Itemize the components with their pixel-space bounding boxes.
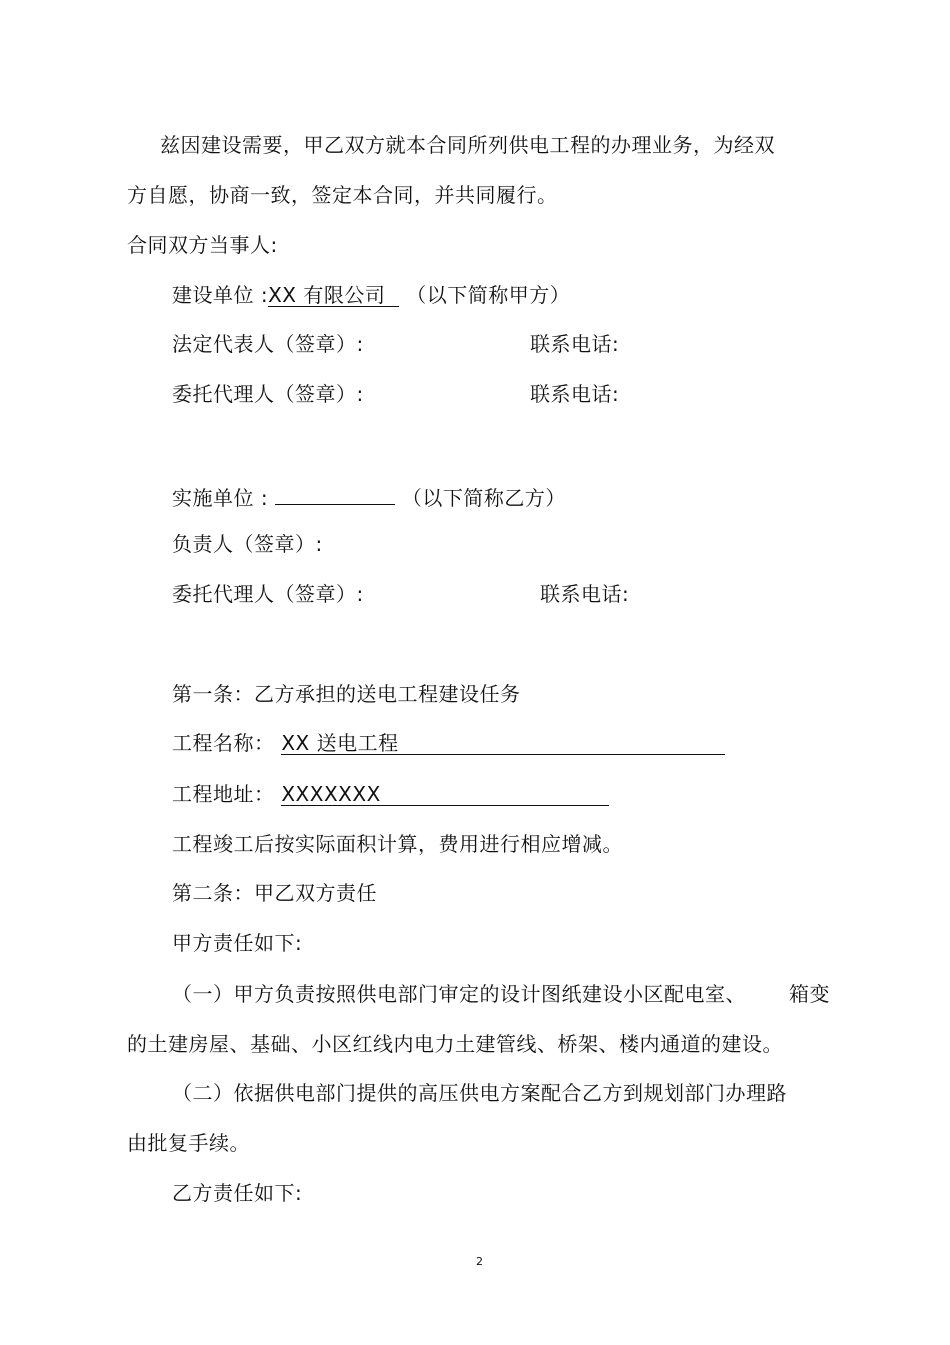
party-b-responsible-label: 负责人（签章）: bbox=[172, 532, 323, 556]
project-address-value: XXXXXXX bbox=[281, 783, 609, 806]
party-a-unit-row bbox=[172, 283, 570, 307]
project-name-value: XX 送电工程 bbox=[281, 732, 725, 755]
article-1-heading: 第一条：乙方承担的送电工程建设任务 bbox=[172, 682, 521, 706]
duty-item-1-line-1: （一）甲方负责按照供电部门审定的设计图纸建设小区配电室、 bbox=[172, 982, 746, 1006]
party-b-unit-row bbox=[172, 482, 566, 510]
duty-item-1-line-2: 的土建房屋、基础、小区红线内电力土建管线、桥架、楼内通道的建设。 bbox=[127, 1032, 783, 1056]
party-b-unit-label: 实施单位 : bbox=[172, 486, 269, 510]
party-a-unit-suffix: （以下简称甲方） bbox=[406, 283, 571, 307]
party-a-unit-value: XX 有限公司 bbox=[268, 284, 399, 307]
party-b-agent-phone-label: 联系电话: bbox=[540, 582, 630, 606]
party-a-duties-heading: 甲方责任如下: bbox=[172, 931, 303, 955]
party-a-unit-label: 建设单位 : bbox=[172, 283, 269, 307]
party-b-agent-label: 委托代理人（签章）: bbox=[172, 582, 364, 606]
article-1-note: 工程竣工后按实际面积计算，费用进行相应增减。 bbox=[172, 832, 623, 856]
party-a-legal-rep-phone-label: 联系电话: bbox=[530, 332, 620, 356]
duty-item-2-line-2: 由批复手续。 bbox=[127, 1131, 250, 1155]
intro-line-2: 方自愿，协商一致，签定本合同，并共同履行。 bbox=[127, 183, 558, 207]
duty-item-1-line-1-tail: 箱变 bbox=[789, 982, 830, 1006]
party-b-unit-value bbox=[275, 482, 395, 505]
party-b-duties-heading: 乙方责任如下: bbox=[172, 1181, 303, 1205]
project-address-label: 工程地址： bbox=[172, 782, 275, 806]
party-a-agent-label: 委托代理人（签章）: bbox=[172, 382, 364, 406]
parties-heading: 合同双方当事人: bbox=[127, 233, 278, 257]
duty-item-2-line-1: （二）依据供电部门提供的高压供电方案配合乙方到规划部门办理路 bbox=[172, 1081, 787, 1105]
page-number: 2 bbox=[476, 1255, 483, 1268]
party-a-agent-phone-label: 联系电话: bbox=[530, 382, 620, 406]
party-b-unit-suffix: （以下简称乙方） bbox=[401, 486, 566, 510]
project-name-label: 工程名称： bbox=[172, 731, 275, 755]
project-address-row bbox=[172, 782, 609, 806]
party-a-legal-rep-label: 法定代表人（签章）: bbox=[172, 332, 364, 356]
project-name-row bbox=[172, 731, 725, 755]
intro-line-1: 兹因建设需要，甲乙双方就本合同所列供电工程的办理业务，为经双 bbox=[160, 133, 775, 157]
article-2-heading: 第二条：甲乙双方责任 bbox=[172, 881, 377, 905]
